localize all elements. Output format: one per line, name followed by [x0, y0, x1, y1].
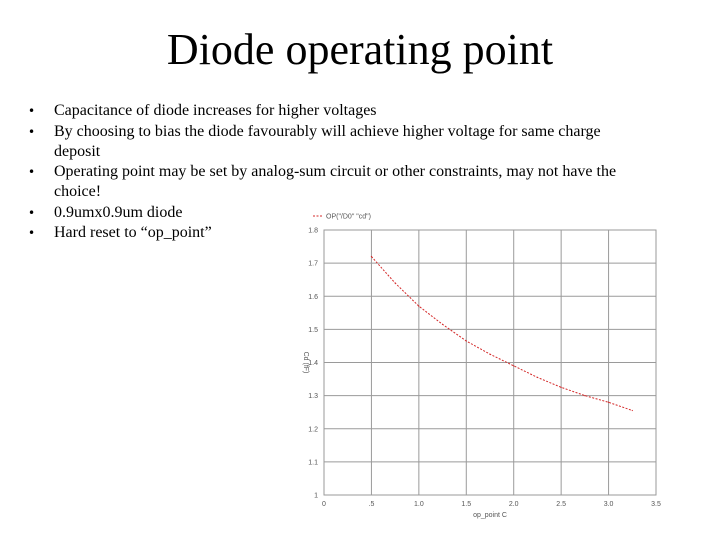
bullet-icon: • — [28, 226, 36, 240]
legend-label: OP("/D0" "cd") — [326, 213, 371, 221]
x-axis-label: op_point C — [473, 512, 507, 519]
bullet-icon: • — [28, 165, 36, 179]
grid-layer — [324, 230, 656, 495]
bullet-item — [28, 223, 638, 243]
plot-frame — [324, 230, 656, 495]
series-line — [371, 257, 632, 411]
x-tick-label: 2.5 — [556, 501, 567, 508]
y-tick-label: 1.8 — [308, 227, 318, 235]
y-tick-label: 1.6 — [308, 293, 318, 301]
y-tick-label: 1.5 — [308, 326, 318, 334]
x-tick-label: 0 — [322, 501, 326, 508]
bullet-item — [28, 162, 638, 202]
series-layer — [371, 256, 633, 411]
series-point — [537, 377, 538, 378]
bullet-icon: • — [28, 124, 36, 139]
bullet-item — [28, 122, 638, 162]
slide-title: Diode operating point — [166, 25, 554, 74]
bullet-text: 0.9umx0.9um diode — [54, 203, 183, 221]
bullet-icon: • — [28, 205, 36, 220]
x-tick-label: .5 — [368, 501, 375, 508]
series-point — [418, 306, 419, 307]
series-point — [371, 256, 372, 257]
bullet-text: Capacitance of diode increases for higher voltages — [54, 102, 377, 119]
y-tick-label: 1.7 — [308, 260, 318, 268]
y-tick-label: 1.1 — [308, 459, 318, 467]
x-tick-label: 1.0 — [413, 501, 424, 508]
series-point — [561, 387, 562, 388]
bullet-icon: • — [28, 104, 36, 118]
bullet-text: Operating point may be set by analog-sum circuit or other constraints, may not have the choice! — [54, 163, 617, 200]
bullet-text: Hard reset to “op_point” — [54, 224, 212, 241]
series-point — [632, 410, 633, 411]
y-tick-label: 1.4 — [308, 360, 318, 367]
y-tick-label: 1.3 — [308, 393, 318, 401]
series-point — [442, 324, 443, 325]
bullet-text: By choosing to bias the diode favourably will achieve higher voltage for same charge deposit — [54, 122, 601, 160]
series-point — [466, 340, 467, 341]
y-axis-label: Cd (fF) — [302, 351, 309, 374]
bullet-item — [28, 101, 638, 121]
series-point — [608, 402, 609, 403]
series-point — [489, 354, 490, 355]
series-point — [584, 395, 585, 396]
bullet-item — [28, 203, 638, 223]
y-tick-label: 1 — [314, 492, 318, 500]
x-tick-label: 3.0 — [603, 501, 614, 508]
x-tick-label: 1.5 — [461, 501, 472, 508]
axis-layer — [302, 228, 661, 520]
y-tick-label: 1.2 — [308, 426, 318, 434]
x-tick-label: 2.0 — [508, 501, 519, 508]
bullet-list — [28, 101, 638, 244]
series-point — [513, 365, 514, 366]
x-tick-label: 3.5 — [651, 501, 661, 508]
series-point — [395, 282, 396, 283]
